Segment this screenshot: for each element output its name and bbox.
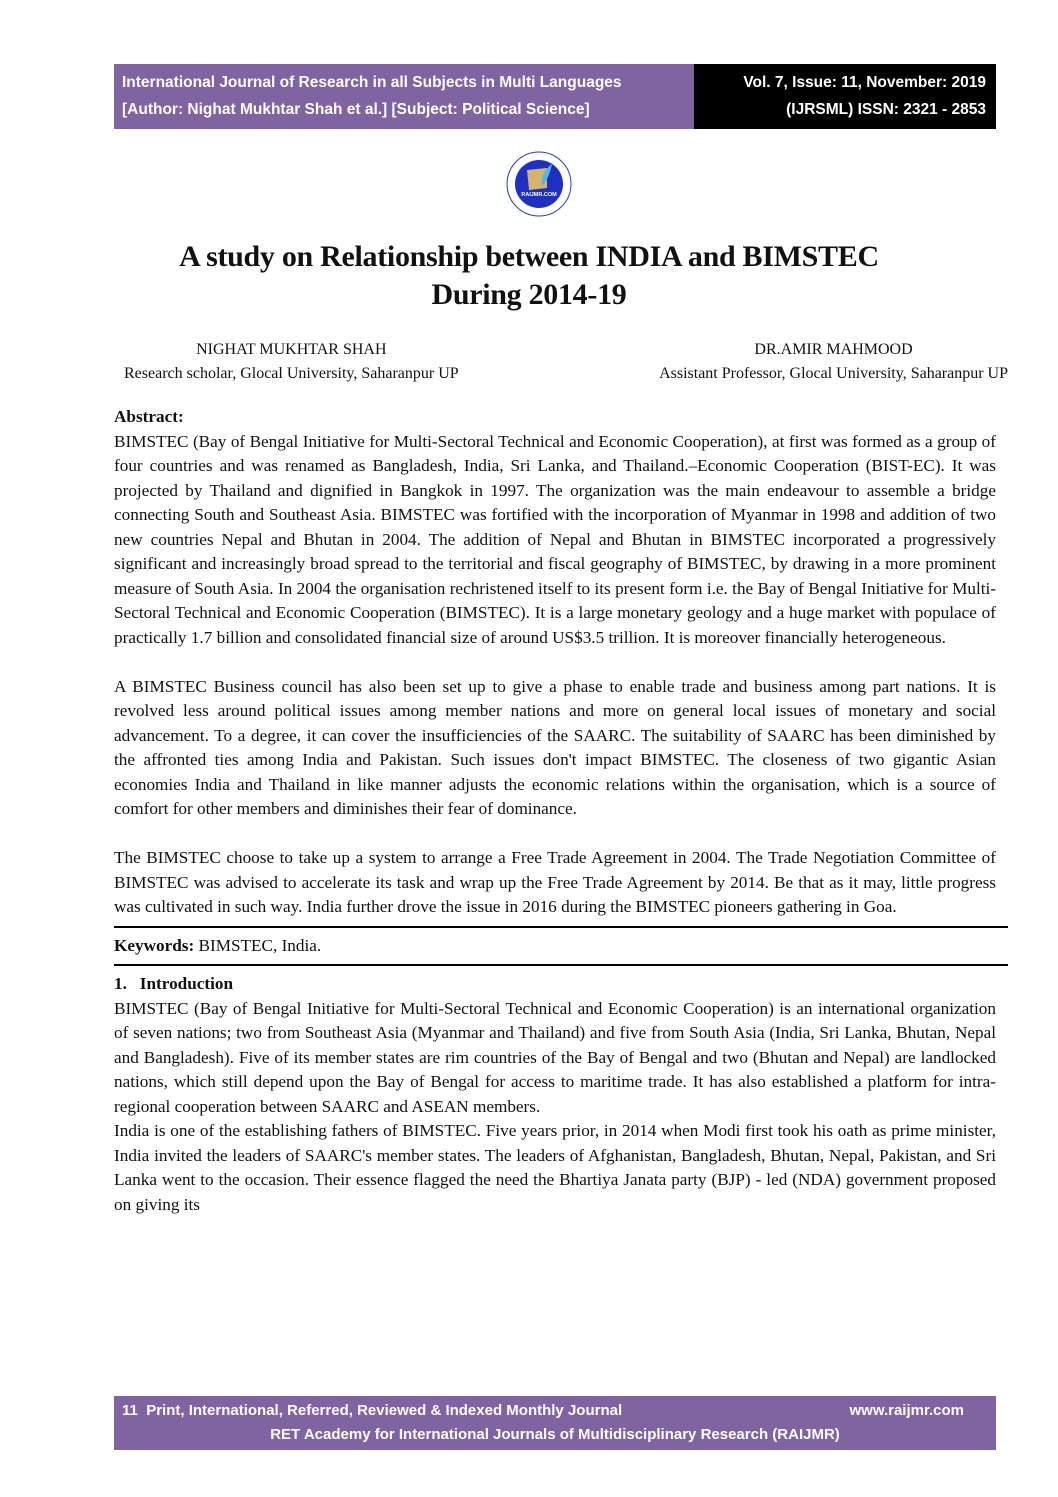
journal-footer xyxy=(114,1396,996,1450)
footer-left xyxy=(122,1398,622,1423)
author-affiliation: Research scholar, Glocal University, Saharanpur UP xyxy=(124,365,459,382)
keywords-value: BIMSTEC, India. xyxy=(194,935,322,955)
author-affiliation: Assistant Professor, Glocal University, Saharanpur UP xyxy=(659,365,1008,382)
journal-name: International Journal of Research in all Subjects in Multi Languages xyxy=(122,74,622,91)
header-issue-block xyxy=(694,64,996,129)
abstract-heading: Abstract: xyxy=(114,407,184,426)
divider xyxy=(114,964,1008,966)
author-name: DR.AMIR MAHMOOD xyxy=(754,341,913,358)
footer-tagline: Print, International, Referred, Reviewed & Indexed Monthly Journal xyxy=(146,1402,623,1419)
issn: (IJRSML) ISSN: 2321 - 2853 xyxy=(786,101,986,118)
raijmr-logo-icon xyxy=(506,140,572,228)
paper-title xyxy=(0,238,1058,314)
page-number: 11 xyxy=(122,1402,138,1419)
logo-center-text: RAIJMR.COM xyxy=(521,192,557,198)
title-line-1: A study on Relationship between INDIA and BIMSTEC xyxy=(179,240,879,273)
abstract-paragraph: The BIMSTEC choose to take up a system to arrange a Free Trade Agreement in 2004. The Trade Negotiation Committee of BIMSTEC was advised to accelerate its task and wrap up the Free Trade Agreement by 2014. Be that as it may, little progress was cultivated in such way. India further drove the issue in 2016 during the BIMSTEC pioneers gathering in Goa. xyxy=(114,848,996,916)
title-line-2: During 2014-19 xyxy=(431,278,627,311)
abstract-paragraph: A BIMSTEC Business council has also been set up to give a phase to enable trade and business among part nations. It is revolved less around political issues among member nations and more on general local issues of monetary and social advancement. To a degree, it can cover the insufficiencies of the SAARC. The suitability of SAARC has been diminished by the affronted ties among India and Pakistan. Such issues don't impact BIMSTEC. The closeness of two gigantic Asian economies India and Thailand in like manner adjusts the economic relations within the organisation, which is a source of comfort for other members and diminishes their fear of dominance. xyxy=(114,676,996,818)
introduction-paragraph: India is one of the establishing fathers of BIMSTEC. Five years prior, in 2014 when Modi first took his oath as prime minister, India invited the leaders of SAARC's member states. The leaders of Afghanistan, Bangladesh, Bhutan, Nepal, Pakistan, and Sri Lanka went to the occasion. Their essence flagged the need the Bhartiya Janata party (BJP) - led (NDA) government proposed on giving its xyxy=(114,1121,996,1214)
publisher: RET Academy for International Journals of Multidisciplinary Research (RAIJMR) xyxy=(270,1426,840,1443)
header-journal-block xyxy=(114,64,694,129)
footer-row-1 xyxy=(114,1396,996,1423)
authors xyxy=(114,338,1008,386)
divider xyxy=(114,926,1008,928)
author-subject: [Author: Nighat Mukhtar Shah et al.] [Subject: Political Science] xyxy=(122,101,590,118)
journal-header xyxy=(114,64,996,129)
author-2 xyxy=(659,338,1008,386)
paper-body xyxy=(114,405,996,1217)
author-name: NIGHAT MUKHTAR SHAH xyxy=(196,341,387,358)
keywords-label: Keywords: xyxy=(114,935,195,955)
author-1 xyxy=(124,338,459,386)
introduction-paragraph: BIMSTEC (Bay of Bengal Initiative for Multi-Sectoral Technical and Economic Cooperation) is an international organization of seven nations; two from Southeast Asia (Myanmar and Thailand) and five from South Asia (India, Sri Lanka, Bhutan, Nepal and Bangladesh). Five of its member states are rim countries of the Bay of Bengal and two (Bhutan and Nepal) are landlocked nations, which still depend upon the Bay of Bengal for access to maritime trade. It has also established a platform for intra-regional cooperation between SAARC and ASEAN members. xyxy=(114,998,996,1116)
website-link[interactable]: www.raijmr.com xyxy=(849,1402,964,1419)
volume-issue: Vol. 7, Issue: 11, November: 2019 xyxy=(743,74,986,91)
abstract-paragraph: BIMSTEC (Bay of Bengal Initiative for Multi-Sectoral Technical and Economic Cooperation), at first was formed as a group of four countries and was renamed as Bangladesh, India, Sri Lanka, and Thailand.–Economic Cooperation (BIST-EC). It was projected by Thailand and dignified in Bangkok in 1997. The organization was the main endeavour to assemble a bridge connecting South and Southeast Asia. BIMSTEC was fortified with the incorporation of Myanmar in 1998 and addition of two new countries Nepal and Bhutan in 2004. The addition of Nepal and Bhutan in BIMSTEC incorporated a progressively significant and increasingly broad spread to the territorial and fiscal geography of BIMSTEC, by drawing in a more prominent measure of South Asia. In 2004 the organisation rechristened itself to its present form i.e. the Bay of Bengal Initiative for Multi-Sectoral Technical and Economic Cooperation (BIMSTEC). It is a large monetary geology and a huge market with populace of practically 1.7 billion and consolidated financial size of around US$3.5 trillion. It is moreover financially heterogeneous. xyxy=(114,431,996,647)
introduction-heading: 1. Introduction xyxy=(114,974,234,993)
keywords xyxy=(114,934,996,959)
